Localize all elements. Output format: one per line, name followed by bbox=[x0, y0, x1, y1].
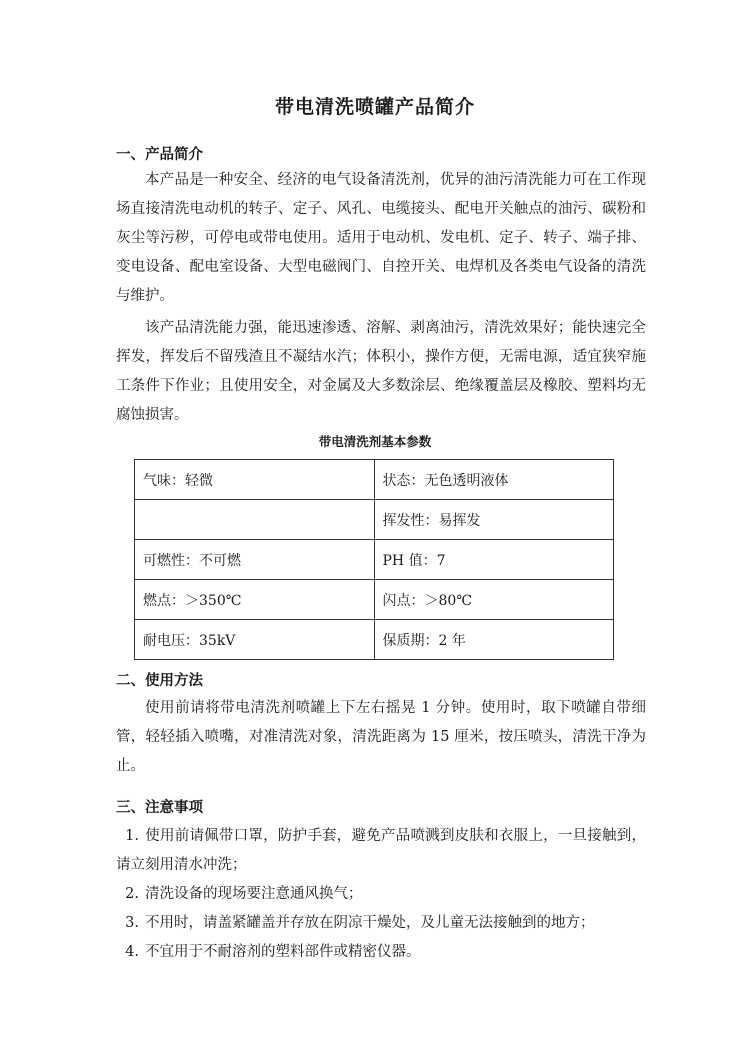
table-cell: 耐电压：35kV bbox=[135, 620, 375, 660]
precaution-number: 1. bbox=[125, 828, 139, 844]
precaution-number: 4. bbox=[125, 944, 139, 960]
table-row bbox=[135, 460, 614, 500]
table-cell bbox=[135, 500, 375, 540]
precaution-item bbox=[116, 880, 646, 909]
table-cell: 状态：无色透明液体 bbox=[374, 460, 614, 500]
precaution-number: 3. bbox=[125, 915, 139, 931]
product-intro-paragraph-1: 本产品是一种安全、经济的电气设备清洗剂，优异的油污清洗能力可在工作现场直接清洗电动机的转子、定子、风孔、电缆接头、配电开关触点的油污、碳粉和灰尘等污秽，可停电或带电使用。适用于电动机、发电机、定子、转子、端子排、变电设备、配电室设备、大型电磁阀门、自控开关、电焊机及各类电气设备的清洗与维护。 bbox=[116, 172, 646, 304]
precaution-item bbox=[116, 822, 646, 880]
section-heading-product-intro: 一、产品简介 bbox=[116, 147, 203, 163]
table-cell: 保质期：2 年 bbox=[374, 620, 614, 660]
table-cell: 可燃性：不可燃 bbox=[135, 540, 375, 580]
table-row bbox=[135, 500, 614, 540]
precaution-text: 不用时，请盖紧罐盖并存放在阴凉干燥处，及儿童无法接触到的地方； bbox=[145, 915, 595, 931]
product-intro-paragraph-2: 该产品清洗能力强，能迅速渗透、溶解、剥离油污，清洗效果好；能快速完全挥发，挥发后不留残渣且不凝结水汽；体积小，操作方便，无需电源，适宜狭窄施工条件下作业；且使用安全，对金属及大多数涂层、绝缘覆盖层及橡胶、塑料均无腐蚀损害。 bbox=[116, 320, 646, 423]
precaution-text: 不宜用于不耐溶剂的塑料部件或精密仪器。 bbox=[145, 944, 421, 960]
table-cell: 挥发性：易挥发 bbox=[374, 500, 614, 540]
section-heading-precautions: 三、注意事项 bbox=[116, 800, 203, 816]
table-cell: 闪点：＞80℃ bbox=[374, 580, 614, 620]
table-row bbox=[135, 580, 614, 620]
table-row bbox=[135, 540, 614, 580]
section-heading-usage: 二、使用方法 bbox=[116, 673, 203, 689]
precaution-item bbox=[116, 938, 646, 967]
table-cell: 气味：轻微 bbox=[135, 460, 375, 500]
precaution-number: 2. bbox=[125, 886, 139, 902]
usage-paragraph: 使用前请将带电清洗剂喷罐上下左右摇晃 1 分钟。使用时，取下喷罐自带细管，轻轻插入喷嘴，对准清洗对象，清洗距离为 15 厘米，按压喷头，清洗干净为止。 bbox=[116, 700, 646, 774]
table-caption: 带电清洗剂基本参数 bbox=[318, 434, 432, 449]
parameters-table bbox=[134, 459, 614, 660]
table-cell: PH 值：7 bbox=[374, 540, 614, 580]
document-title: 带电清洗喷罐产品简介 bbox=[274, 96, 475, 118]
table-cell: 燃点：＞350℃ bbox=[135, 580, 375, 620]
precaution-text: 清洗设备的现场要注意通风换气； bbox=[145, 886, 363, 902]
precaution-item bbox=[116, 909, 646, 938]
precaution-text: 使用前请佩带口罩，防护手套，避免产品喷溅到皮肤和衣服上，一旦接触到，请立刻用清水冲洗； bbox=[116, 828, 646, 873]
table-row bbox=[135, 620, 614, 660]
